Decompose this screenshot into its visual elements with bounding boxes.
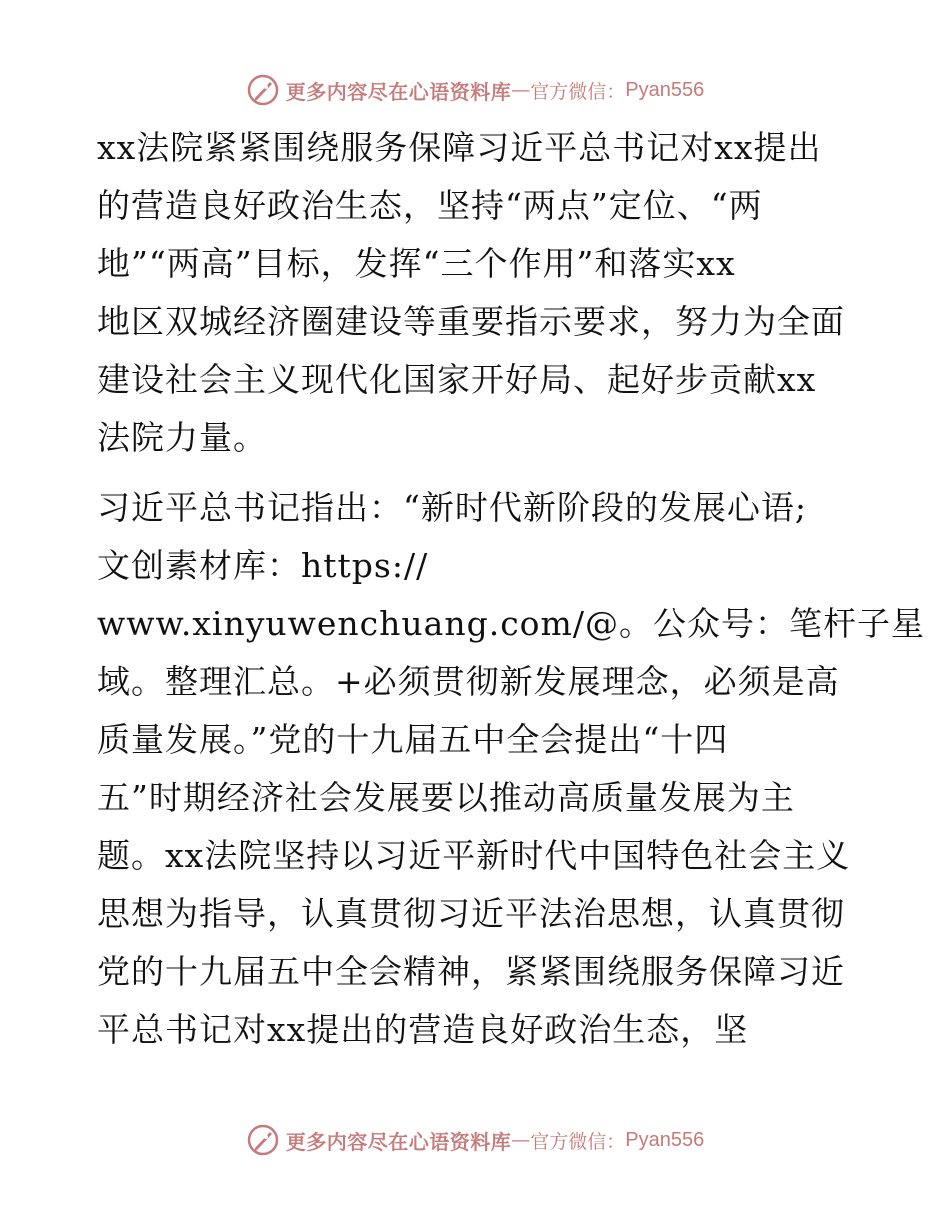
text-line: 习近平总书记指出：“新时代新阶段的发展心语; [97, 488, 807, 527]
text-line: 地”“两高”目标，发挥“三个作用”和落实xx [97, 244, 736, 283]
text-line: 党的十九届五中全会精神，紧紧围绕服务保障习近 [97, 952, 845, 991]
text-line: 文创素材库：https:// [97, 546, 429, 585]
text-line: 题。xx法院坚持以习近平新时代中国特色社会主义 [97, 836, 851, 875]
paragraph-1 [97, 119, 867, 467]
text-line: 法院力量。 [97, 418, 267, 457]
text-line: 建设社会主义现代化国家开好局、起好步贡献xx [97, 360, 817, 399]
quill-logo-icon [246, 73, 280, 107]
banner-wechat-label: 官方微信： [530, 1130, 626, 1153]
banner-text: 更多内容尽在心语资料库 [285, 79, 512, 104]
banner-separator: — [511, 1129, 531, 1151]
banner-text: 更多内容尽在心语资料库 [285, 1129, 512, 1154]
document-body [97, 119, 925, 1059]
quill-logo-icon [246, 1123, 280, 1157]
footer-banner [0, 1120, 950, 1160]
text-line: 地区双城经济圈建设等重要指示要求，努力为全面 [97, 302, 845, 341]
paragraph-2 [97, 479, 925, 1059]
text-line: xx法院紧紧围绕服务保障习近平总书记对xx提出 [97, 128, 822, 167]
header-banner [0, 70, 950, 110]
banner-separator: — [511, 79, 531, 101]
text-line: www.xinyuwenchuang.com/@。公众号：笔杆子星 [97, 604, 925, 643]
banner-wechat-id: Pyan556 [625, 78, 705, 101]
text-line: 的营造良好政治生态，坚持“两点”定位、“两 [97, 186, 763, 225]
text-line: 五”时期经济社会发展要以推动高质量发展为主 [97, 778, 795, 817]
text-line: 质量发展。”党的十九届五中全会提出“十四 [97, 720, 729, 759]
text-line: 思想为指导，认真贯彻习近平法治思想，认真贯彻 [97, 894, 845, 933]
text-line: 域。整理汇总。+必须贯彻新发展理念，必须是高 [97, 662, 840, 701]
banner-wechat-id: Pyan556 [625, 1128, 705, 1151]
text-line: 平总书记对xx提出的营造良好政治生态，坚 [97, 1010, 749, 1049]
banner-wechat-label: 官方微信： [530, 80, 626, 103]
